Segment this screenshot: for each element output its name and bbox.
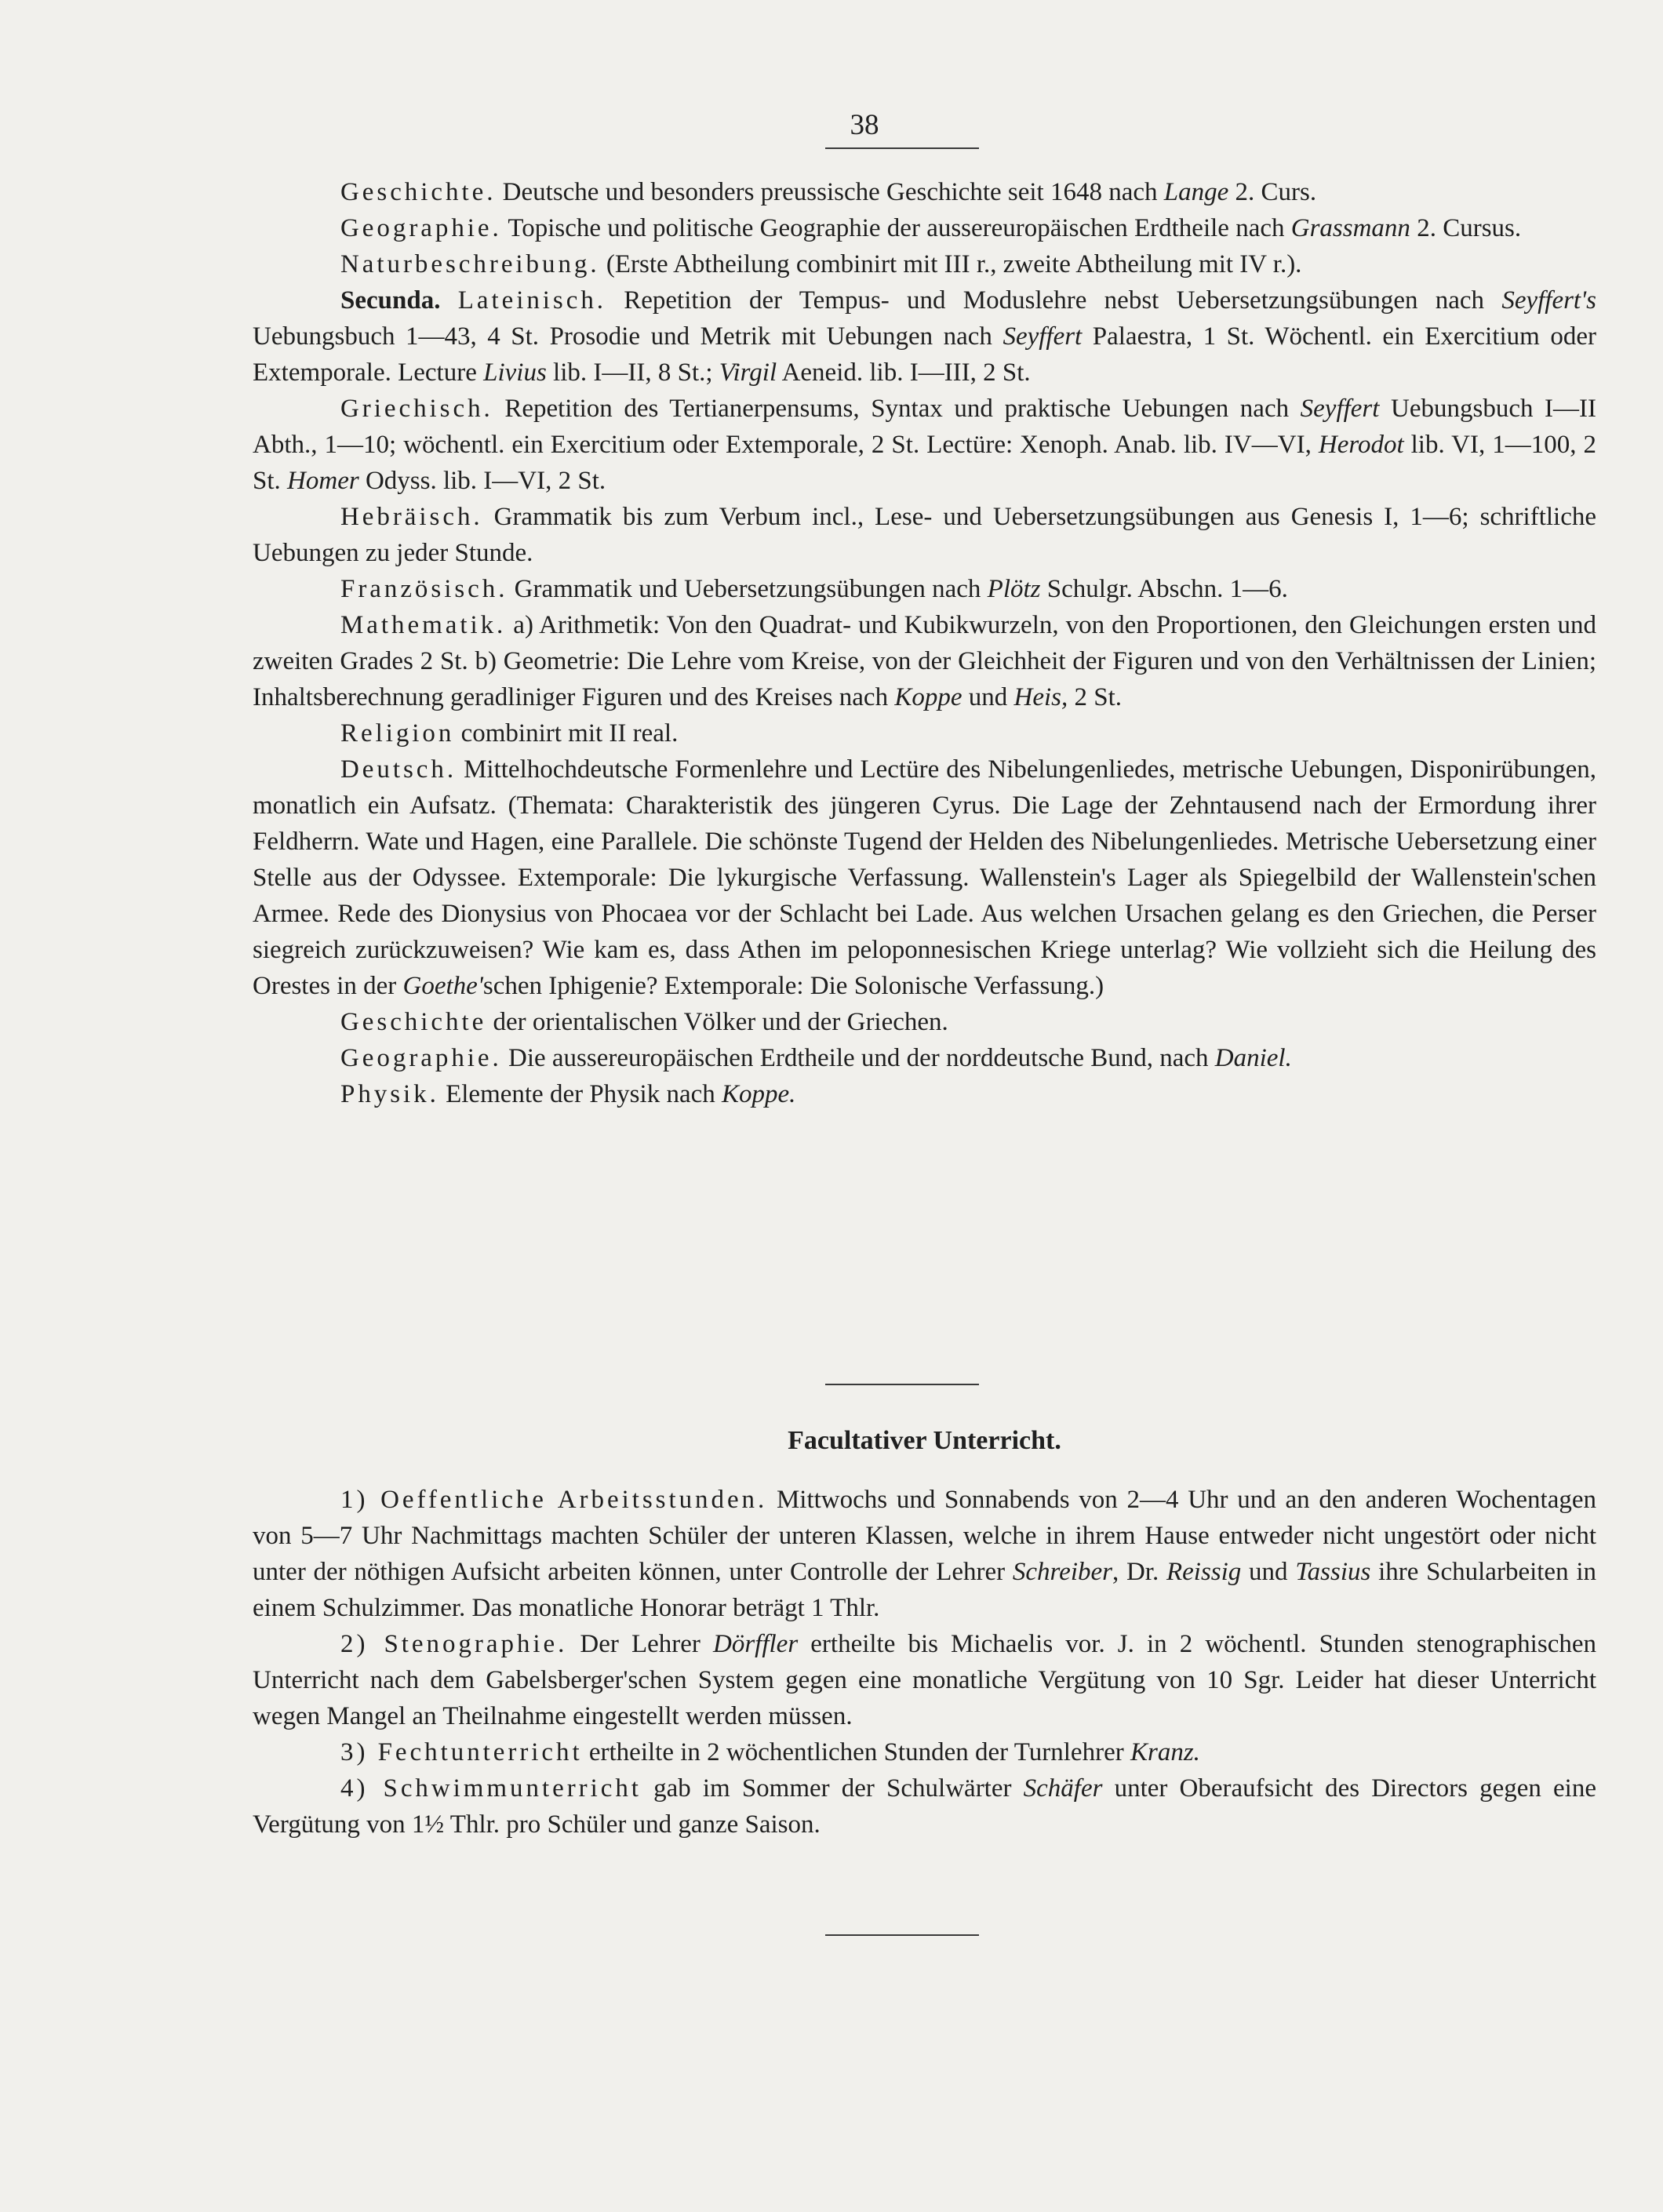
section-divider [825, 1384, 979, 1385]
paragraph: 1) Oeffentliche Arbeitsstunden. Mittwochs und Sonnabends von 2—4 Uhr und an den anderen Wochentagen von 5—7 Uhr Nachmittags machten Schüler der unteren Klassen, welche in ihrem Hause entweder nicht ungestört oder nicht unter der nöthigen Aufsicht arbeiten können, unter Controlle der Lehrer Schreiber, Dr. Reissig und Tassius ihre Schularbeiten in einem Schulzimmer. Das monatliche Honorar beträgt 1 Thlr. [253, 1486, 1596, 1622]
paragraph: 3) Fechtunterricht ertheilte in 2 wöchentlichen Stunden der Turnlehrer Kranz. [340, 1738, 1200, 1766]
section-title: Facultativer Unterricht. [788, 1426, 1061, 1455]
paragraph: Physik. Elemente der Physik nach Koppe. [340, 1080, 796, 1108]
header-rule [825, 147, 979, 149]
paragraph: 2) Stenographie. Der Lehrer Dörffler ertheilte bis Michaelis vor. J. in 2 wöchentl. Stunden stenographischen Unterricht nach dem Gabelsberger'schen System gegen eine monatliche Vergütung von 10 Sgr. Leider hat dieser Unterricht wegen Mangel an Theilnahme eingestellt werden müssen. [253, 1630, 1596, 1730]
facultative-text [253, 1482, 1596, 1843]
paragraph: Mathematik. a) Arithmetik: Von den Quadrat- und Kubikwurzeln, von den Proportionen, den Gleichungen ersten und zweiten Grades 2 St. b) Geometrie: Die Lehre vom Kreise, von der Gleichheit der Figuren und von den Verhältnissen der Linien; Inhaltsberechnung geradliniger Figuren und des Kreises nach Koppe und Heis, 2 St. [253, 611, 1596, 711]
page-number: 38 [850, 109, 879, 141]
paragraph: Geschichte der orientalischen Völker und der Griechen. [340, 1008, 948, 1036]
paragraph: 4) Schwimmunterricht gab im Sommer der Schulwärter Schäfer unter Oberaufsicht des Directors gegen eine Vergütung von 1½ Thlr. pro Schüler und ganze Saison. [253, 1774, 1596, 1839]
paragraph: Secunda. Lateinisch. Repetition der Tempus- und Moduslehre nebst Uebersetzungsübungen nach Seyffert's Uebungsbuch 1—43, 4 St. Prosodie und Metrik mit Uebungen nach Seyffert Palaestra, 1 St. Wöchentl. ein Exercitium oder Extemporale. Lecture Livius lib. I—II, 8 St.; Virgil Aeneid. lib. I—III, 2 St. [253, 286, 1597, 387]
paragraph: Geographie. Topische und politische Geographie der aussereuropäischen Erdtheile nach Grassmann 2. Cursus. [340, 214, 1522, 242]
paragraph: Naturbeschreibung. (Erste Abtheilung combinirt mit III r., zweite Abtheilung mit IV r.). [340, 250, 1302, 278]
paragraph: Französisch. Grammatik und Uebersetzungsübungen nach Plötz Schulgr. Abschn. 1—6. [340, 575, 1288, 603]
curriculum-text [253, 174, 1596, 1112]
paragraph: Hebräisch. Grammatik bis zum Verbum incl., Lese- und Uebersetzungsübungen aus Genesis I, 1—6; schriftliche Uebungen zu jeder Stunde. [253, 503, 1596, 567]
paragraph: Geschichte. Deutsche und besonders preussische Geschichte seit 1648 nach Lange 2. Curs. [340, 178, 1317, 206]
paragraph: Religion combinirt mit II real. [340, 719, 679, 748]
paragraph: Griechisch. Repetition des Tertianerpensums, Syntax und praktische Uebungen nach Seyffert Uebungsbuch I—II Abth., 1—10; wöchentl. ein Exercitium oder Extemporale, 2 St. Lectüre: Xenoph. Anab. lib. IV—VI, Herodot lib. VI, 1—100, 2 St. Homer Odyss. lib. I—VI, 2 St. [253, 395, 1597, 495]
paragraph: Geographie. Die aussereuropäischen Erdtheile und der norddeutsche Bund, nach Daniel. [340, 1044, 1292, 1072]
footer-rule [825, 1934, 979, 1936]
paragraph: Deutsch. Mittelhochdeutsche Formenlehre und Lectüre des Nibelungenliedes, metrische Uebungen, Disponirübungen, monatlich ein Aufsatz. (Themata: Charakteristik des jüngeren Cyrus. Die Lage der Zehntausend nach der Ermordung ihrer Feldherrn. Wate und Hagen, eine Parallele. Die schönste Tugend der Helden des Nibelungenliedes. Metrische Uebersetzung einer Stelle aus der Odyssee. Extemporale: Die lykurgische Verfassung. Wallenstein's Lager als Spiegelbild der Wallenstein'schen Armee. Rede des Dionysius von Phocaea vor der Schlacht bei Lade. Aus welchen Ursachen gelang es den Griechen, die Perser siegreich zurückzuweisen? Wie kam es, dass Athen im peloponnesischen Kriege unterlag? Wie vollzieht sich die Heilung des Orestes in der Goethe'schen Iphigenie? Extemporale: Die Solonische Verfassung.) [253, 755, 1596, 1000]
